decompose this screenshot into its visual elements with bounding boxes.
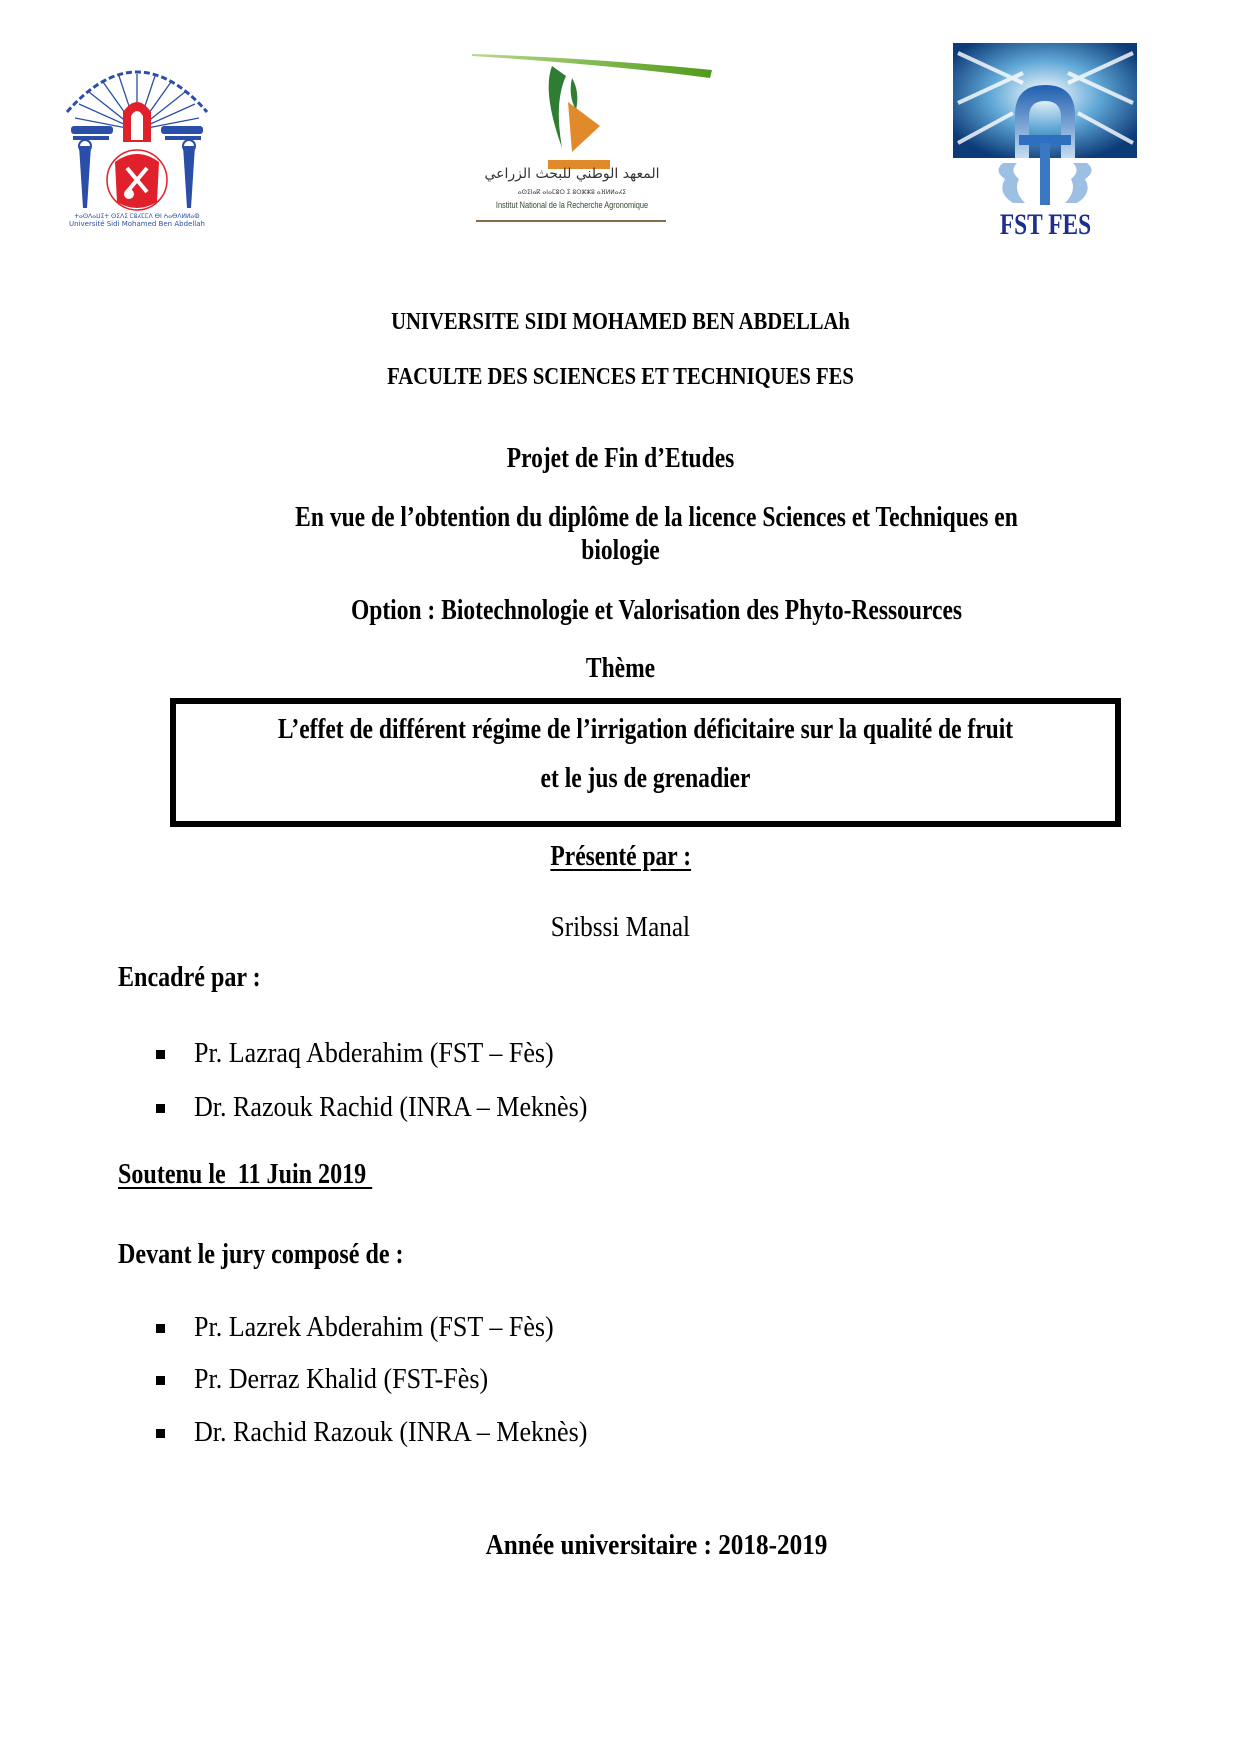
presenter-name-row (0, 912, 1241, 944)
faculty-name: FACULTE DES SCIENCES ET TECHNIQUES FES (387, 364, 854, 390)
jury-member-name: Pr. Derraz Khalid (FST-Fès) (194, 1364, 489, 1395)
fst-fes-caption: FST FES (999, 208, 1092, 241)
supervisor-item (156, 1037, 581, 1071)
bullet-square-icon (156, 1050, 165, 1059)
academic-year: Année universitaire : 2018-2019 (485, 1530, 828, 1561)
university-heading-row (0, 309, 1241, 336)
usmba-emblem-icon (57, 42, 217, 230)
bullet-square-icon (156, 1324, 165, 1333)
purpose-line-2: biologie (581, 535, 660, 566)
project-type: Projet de Fin d’Etudes (506, 443, 735, 474)
usmba-logo-caption: Université Sidi Mohamed Ben Abdellah (69, 220, 205, 228)
fst-fes-logo (953, 43, 1138, 243)
inra-latin-name: Institut National de la Recherche Agronomique (495, 200, 649, 210)
university-name: UNIVERSITE SIDI MOHAMED BEN ABDELLAh (391, 309, 850, 335)
supervisors-label: Encadré par : (118, 962, 261, 993)
bullet-square-icon (156, 1376, 165, 1385)
project-type-row (0, 443, 1241, 475)
presented-by-label: Présenté par : (550, 841, 691, 872)
purpose-row-1 (36, 502, 1241, 534)
defense-date: Soutenu le 11 Juin 2019 (118, 1159, 373, 1190)
option-text: Option : Biotechnologie et Valorisation des Phyto-Ressources (350, 595, 963, 626)
option-row (36, 595, 1241, 627)
bullet-square-icon (156, 1104, 165, 1113)
theme-label: Thème (585, 653, 656, 684)
thesis-title-box (170, 698, 1121, 827)
inra-emblem-icon (472, 52, 712, 172)
jury-member-item (156, 1363, 510, 1397)
presented-by-row (0, 841, 1241, 873)
inra-tifinagh-name: ⴰⵙⵉⵏⴰⴽ ⴰⵏⴰⵎⵓⵔ ⵉ ⵓⵔⵣⵣⵓ ⴰⴼⵍⵍⴰⵃⵉ (517, 189, 627, 196)
theme-label-row (0, 653, 1241, 685)
jury-member-name: Pr. Lazrek Abderahim (FST – Fès) (194, 1312, 554, 1343)
purpose-row-2 (0, 535, 1241, 567)
usmba-logo (57, 42, 217, 230)
jury-member-name: Dr. Rachid Razouk (INRA – Meknès) (194, 1417, 588, 1448)
jury-label: Devant le jury composé de : (118, 1239, 404, 1270)
svg-text:ⵜⴰⵙⴷⴰⵡⵉⵜ ⵙⵉⴷⵉ ⵎⵓⵃⵎⵎⴷ ⴱⵏ ⵄⴰⴱⴷⵍⵍ: ⵜⴰⵙⴷⴰⵡⵉⵜ ⵙⵉⴷⵉ ⵎⵓⵃⵎⵎⴷ ⴱⵏ ⵄⴰⴱⴷⵍⵍⴰⵀ (74, 213, 200, 220)
jury-member-item (156, 1416, 617, 1450)
inra-underline (476, 220, 666, 222)
inra-logo (472, 52, 712, 227)
supervisor-item (156, 1091, 617, 1125)
thesis-title-line-1: L’effet de différent régime de l’irrigation déficitaire sur la qualité de fruit (277, 714, 1014, 745)
purpose-line-1: En vue de l’obtention du diplôme de la licence Sciences et Techniques en (295, 502, 1018, 533)
inra-arabic-name: المعهد الوطني للبحث الزراعي (484, 166, 660, 182)
thesis-title-line-2: et le jus de grenadier (540, 763, 751, 794)
faculty-heading-row (0, 364, 1241, 391)
jury-member-item (156, 1311, 581, 1345)
presenter-name: Sribssi Manal (550, 912, 691, 943)
academic-year-row (36, 1530, 1241, 1562)
supervisor-name: Pr. Lazraq Abderahim (FST – Fès) (194, 1038, 554, 1069)
bullet-square-icon (156, 1429, 165, 1438)
supervisor-name: Dr. Razouk Rachid (INRA – Meknès) (194, 1092, 588, 1123)
